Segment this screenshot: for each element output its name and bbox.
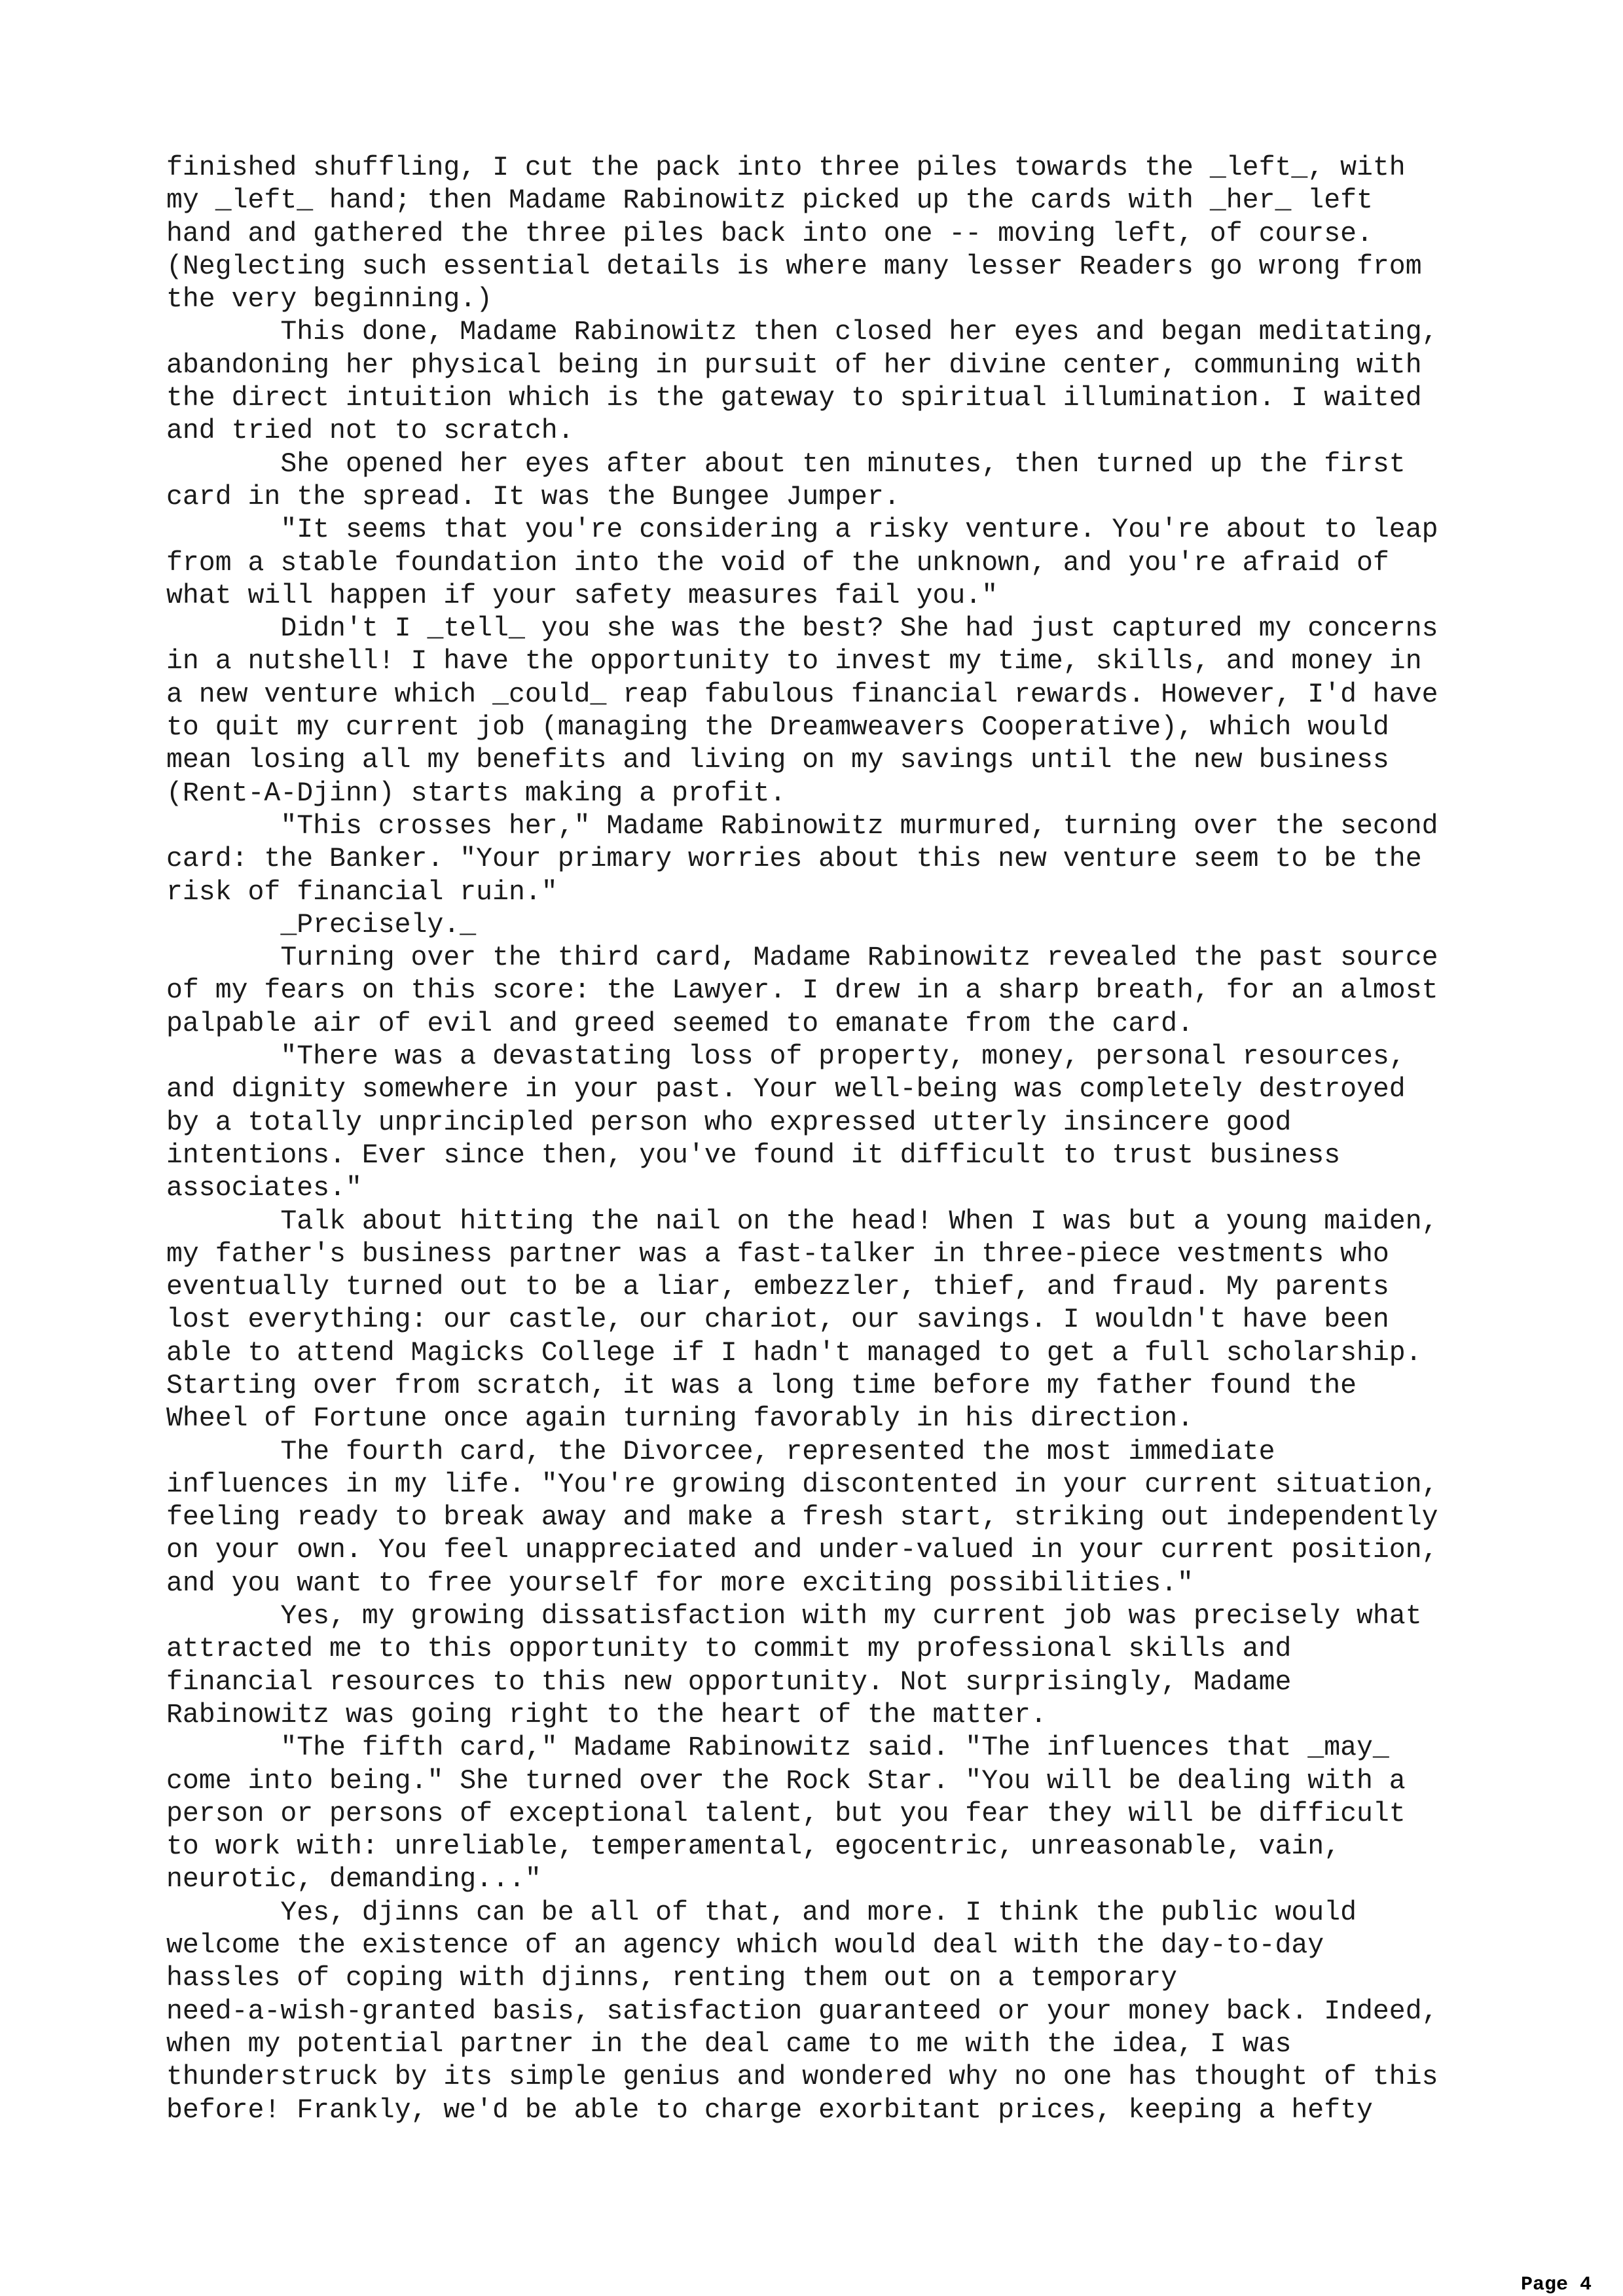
text-line: "The fifth card," Madame Rabinowitz said. "The influences that _may_ [166,1732,1389,1764]
text-line: in a nutshell! I have the opportunity to invest my time, skills, and money in [166,646,1422,677]
text-line: lost everything: our castle, our chariot, our savings. I wouldn't have been [166,1304,1389,1336]
text-line: from a stable foundation into the void of the unknown, and you're afraid of [166,547,1389,579]
text-line: hassles of coping with djinns, renting them out on a temporary [166,1963,1178,1994]
text-line: able to attend Magicks College if I hadn't managed to get a full scholarship. [166,1337,1422,1369]
text-line: and dignity somewhere in your past. Your well-being was completely destroyed [166,1074,1406,1105]
text-line: person or persons of exceptional talent, but you fear they will be difficult [166,1798,1406,1829]
text-line: _Precisely._ [166,909,477,941]
document-body [166,152,1476,2127]
text-line: financial resources to this new opportunity. Not surprisingly, Madame [166,1666,1292,1698]
text-line: when my potential partner in the deal came to me with the idea, I was [166,2028,1292,2060]
text-line: Yes, my growing dissatisfaction with my current job was precisely what [166,1601,1422,1632]
text-line: "This crosses her," Madame Rabinowitz murmured, turning over the second [166,810,1438,842]
text-line: Talk about hitting the nail on the head! When I was but a young maiden, [166,1206,1438,1237]
text-line: finished shuffling, I cut the pack into three piles towards the _left_, with [166,152,1406,183]
text-line: on your own. You feel unappreciated and under-valued in your current position, [166,1535,1438,1566]
text-line: Wheel of Fortune once again turning favorably in his direction. [166,1403,1194,1435]
text-line: (Rent-A-Djinn) starts making a profit. [166,778,786,809]
text-line: Turning over the third card, Madame Rabinowitz revealed the past source [166,942,1438,974]
text-line: to work with: unreliable, temperamental, egocentric, unreasonable, vain, [166,1831,1341,1863]
text-line: the direct intuition which is the gateway to spiritual illumination. I waited [166,383,1422,414]
text-line: and tried not to scratch. [166,416,574,447]
text-line: hand and gathered the three piles back into one -- moving left, of course. [166,218,1373,249]
text-line: need-a-wish-granted basis, satisfaction guaranteed or your money back. Indeed, [166,1996,1438,2027]
text-line: my _left_ hand; then Madame Rabinowitz picked up the cards with _her_ left [166,185,1373,217]
text-line: influences in my life. "You're growing discontented in your current situation, [166,1469,1438,1500]
text-line: palpable air of evil and greed seemed to emanate from the card. [166,1008,1194,1039]
text-line: She opened her eyes after about ten minutes, then turned up the first [166,448,1406,480]
text-line: come into being." She turned over the Rock Star. "You will be dealing with a [166,1765,1406,1797]
page-number: Page 4 [1520,2274,1592,2296]
text-line: attracted me to this opportunity to commit my professional skills and [166,1634,1292,1665]
text-line: "It seems that you're considering a risky venture. You're about to leap [166,514,1438,546]
text-line: what will happen if your safety measures fail you." [166,580,998,611]
text-line: risk of financial ruin." [166,876,558,908]
text-line: card: the Banker. "Your primary worries about this new venture seem to be the [166,844,1422,875]
text-line: the very beginning.) [166,284,493,315]
text-line: "There was a devastating loss of property, money, personal resources, [166,1041,1406,1073]
text-line: (Neglecting such essential details is where many lesser Readers go wrong from [166,251,1422,282]
text-line: Rabinowitz was going right to the heart of the matter. [166,1699,1047,1731]
text-line: and you want to free yourself for more exciting possibilities." [166,1568,1194,1599]
text-line: by a totally unprincipled person who expressed utterly insincere good [166,1107,1292,1138]
text-line: The fourth card, the Divorcee, represented the most immediate [166,1436,1275,1467]
text-line: This done, Madame Rabinowitz then closed her eyes and began meditating, [166,317,1438,348]
text-line: before! Frankly, we'd be able to charge exorbitant prices, keeping a hefty [166,2094,1373,2126]
text-line: feeling ready to break away and make a fresh start, striking out independently [166,1502,1438,1534]
text-line: card in the spread. It was the Bungee Jumper. [166,481,900,512]
text-line: abandoning her physical being in pursuit of her divine center, communing with [166,350,1422,381]
text-line: to quit my current job (managing the Dreamweavers Cooperative), which would [166,712,1389,744]
text-line: intentions. Ever since then, you've found it difficult to trust business [166,1139,1341,1171]
text-line: thunderstruck by its simple genius and wondered why no one has thought of this [166,2062,1438,2093]
text-line: Yes, djinns can be all of that, and more. I think the public would [166,1897,1357,1928]
text-line: associates." [166,1173,362,1204]
text-line: my father's business partner was a fast-talker in three-piece vestments who [166,1238,1389,1270]
text-line: a new venture which _could_ reap fabulous financial rewards. However, I'd have [166,679,1438,710]
text-line: Starting over from scratch, it was a long time before my father found the [166,1370,1357,1401]
text-line: Didn't I _tell_ you she was the best? She had just captured my concerns [166,613,1438,645]
text-line: eventually turned out to be a liar, embezzler, thief, and fraud. My parents [166,1272,1389,1303]
text-line: welcome the existence of an agency which would deal with the day-to-day [166,1930,1324,1962]
text-line: mean losing all my benefits and living on my savings until the new business [166,745,1389,776]
text-line: of my fears on this score: the Lawyer. I drew in a sharp breath, for an almost [166,975,1438,1007]
text-line: neurotic, demanding..." [166,1864,541,1895]
